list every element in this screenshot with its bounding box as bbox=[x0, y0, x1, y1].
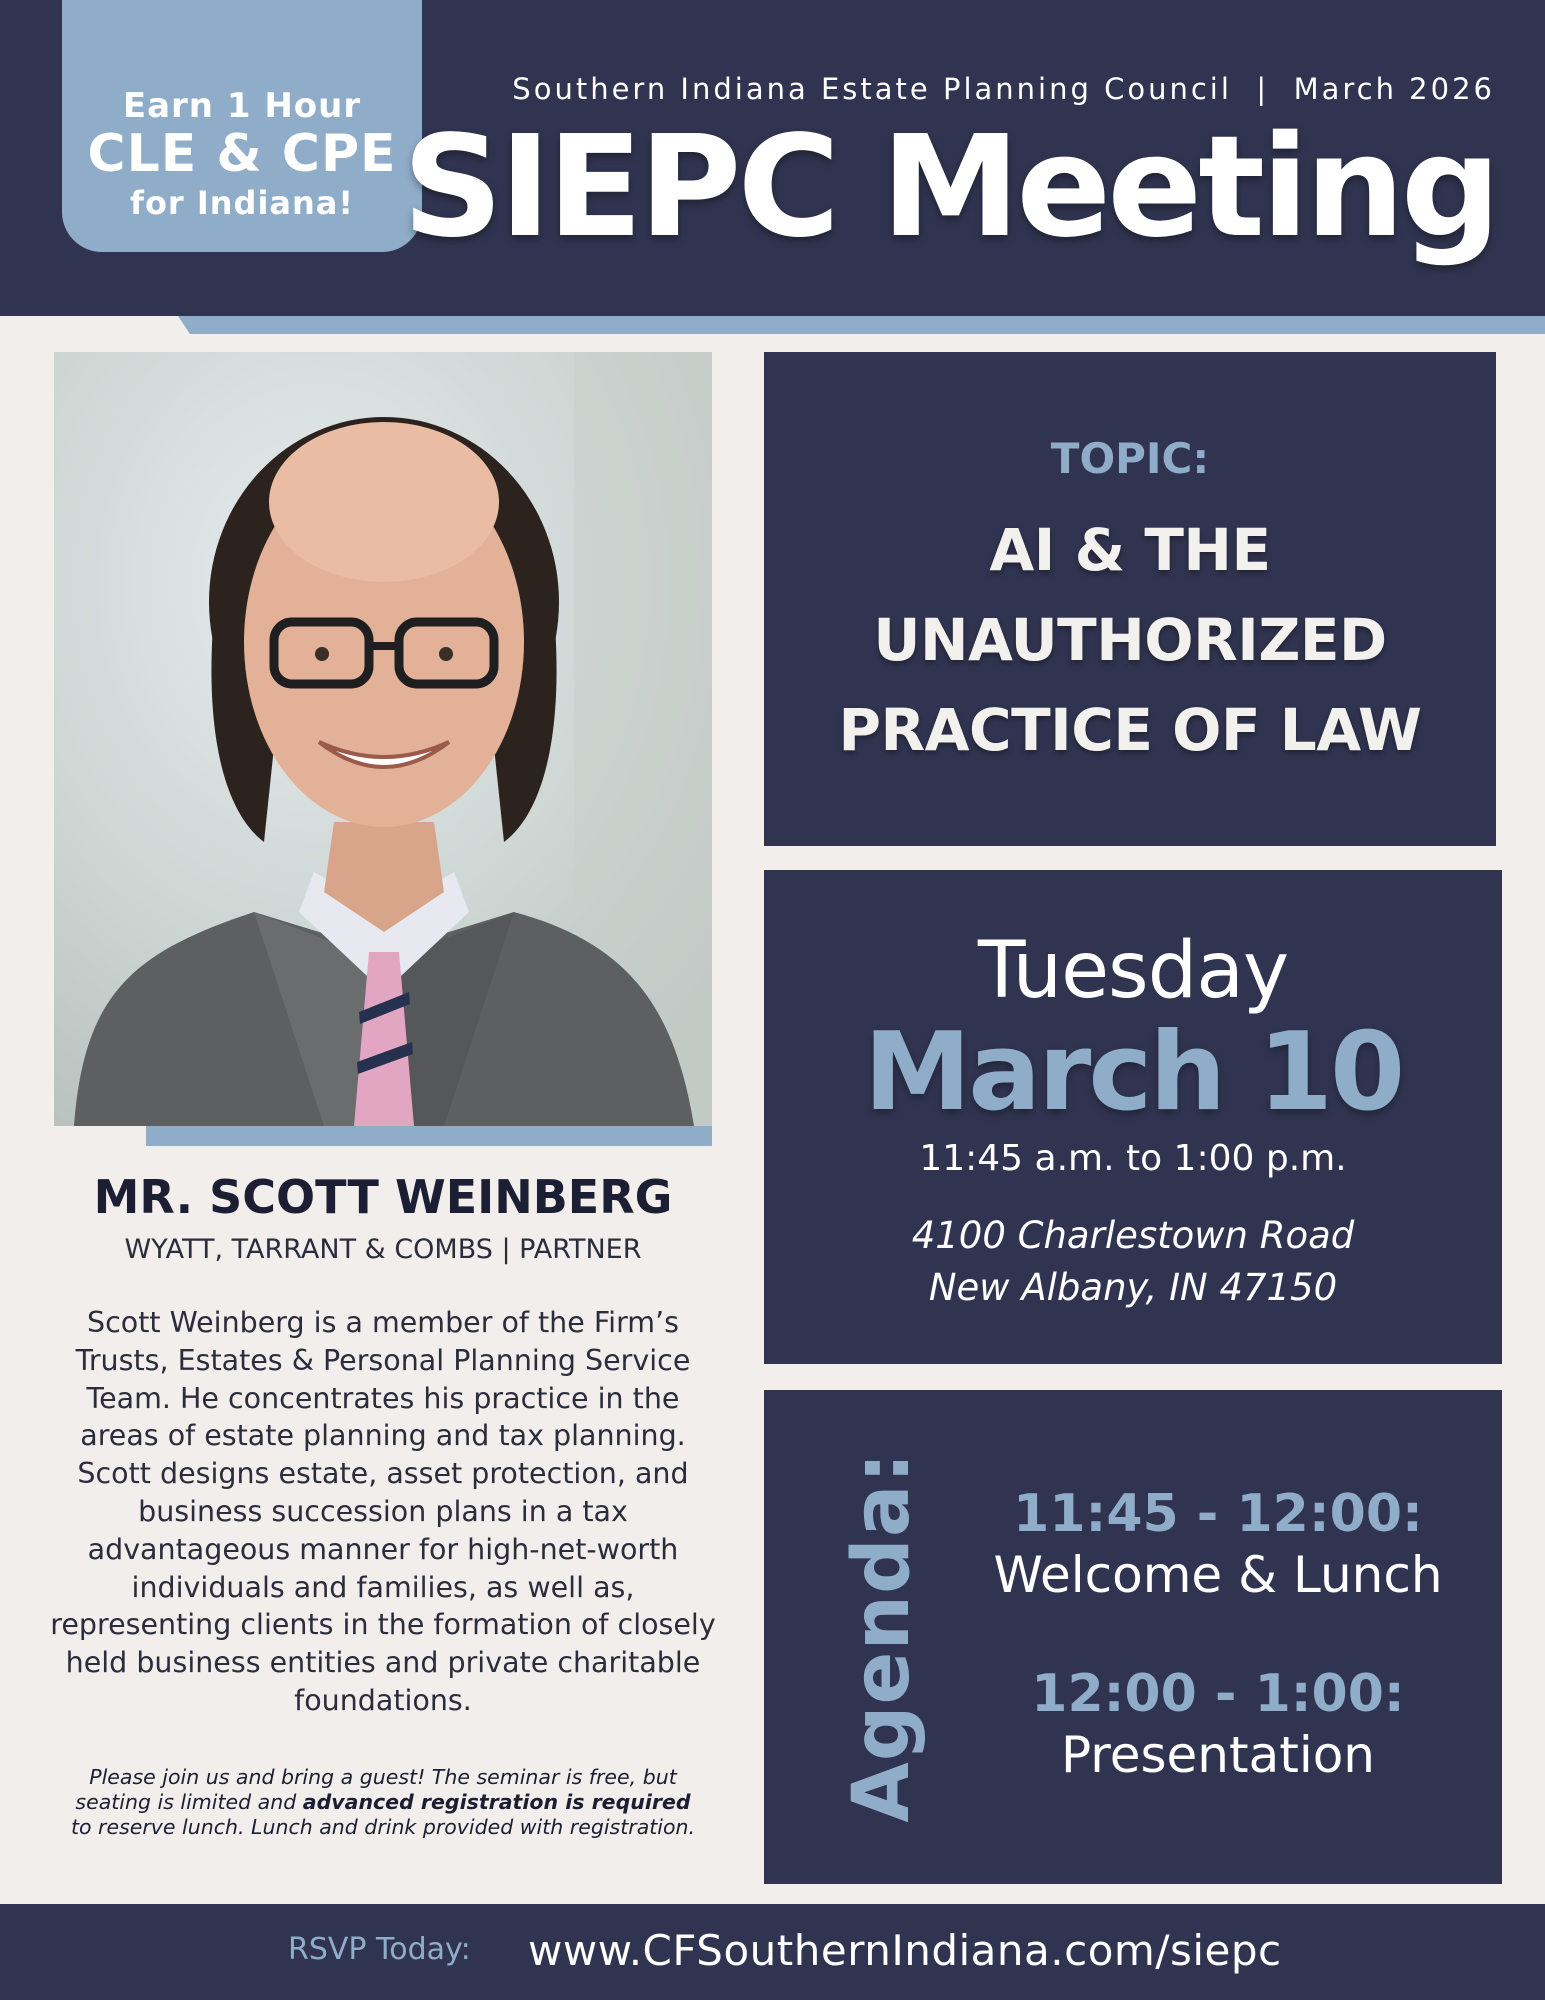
bio-line: advantageous manner for high-net-worth bbox=[87, 1532, 679, 1566]
speaker-bio bbox=[40, 1304, 726, 1720]
event-address-line-2: New Albany, IN 47150 bbox=[928, 1266, 1338, 1309]
footer-bar bbox=[0, 1904, 1545, 2000]
badge-line-2: CLE & CPE bbox=[87, 124, 397, 184]
speaker-photo bbox=[54, 352, 712, 1126]
bio-line: foundations. bbox=[294, 1683, 472, 1717]
registration-note bbox=[40, 1765, 726, 1840]
topic-line-2: UNAUTHORIZED bbox=[873, 606, 1387, 674]
topic-label: TOPIC: bbox=[1050, 434, 1210, 483]
rsvp-link[interactable]: www.CFSouthernIndiana.com/siepc bbox=[528, 1926, 1282, 1975]
note-line-2 bbox=[40, 1790, 726, 1815]
page-title: SIEPC Meeting bbox=[402, 106, 1497, 269]
rsvp-label: RSVP Today: bbox=[288, 1932, 471, 1967]
bio-line: held business entities and private charitable bbox=[65, 1646, 701, 1680]
agenda-label: Agenda: bbox=[837, 1451, 927, 1823]
agenda-item-1-time: 11:45 - 12:00: bbox=[1013, 1484, 1423, 1544]
agenda-item-1-desc: Welcome & Lunch bbox=[993, 1546, 1443, 1604]
bio-line: Scott Weinberg is a member of the Firm’s bbox=[87, 1306, 679, 1339]
topic-line-1: AI & THE bbox=[989, 516, 1271, 584]
event-date: March 10 bbox=[863, 1010, 1403, 1135]
badge-line-1: Earn 1 Hour bbox=[122, 86, 362, 126]
bio-line: business succession plans in a tax bbox=[138, 1494, 628, 1528]
event-details-panel bbox=[764, 870, 1502, 1364]
bio-line: areas of estate planning and tax planning. bbox=[80, 1419, 686, 1453]
agenda-panel bbox=[764, 1390, 1502, 1884]
registration-required-text: advanced registration is required bbox=[302, 1790, 691, 1814]
event-day: Tuesday bbox=[977, 926, 1289, 1016]
speaker-role: WYATT, TARRANT & COMBS | PARTNER bbox=[124, 1234, 642, 1265]
organization-line: Southern Indiana Estate Planning Council | March 2026 bbox=[512, 72, 1495, 106]
bio-line: Scott designs estate, asset protection, and bbox=[77, 1457, 689, 1491]
speaker-portrait-illustration bbox=[54, 352, 712, 1126]
note-line-2-text: seating is limited and bbox=[75, 1790, 303, 1814]
note-line-1: Please join us and bring a guest! The seminar is free, but bbox=[89, 1765, 677, 1789]
header-accent-stripe bbox=[178, 316, 1545, 334]
agenda-item-2-desc: Presentation bbox=[1060, 1726, 1375, 1784]
header-banner bbox=[0, 0, 1545, 316]
agenda-item-2-time: 12:00 - 1:00: bbox=[1031, 1664, 1405, 1724]
topic-line-3: PRACTICE OF LAW bbox=[838, 696, 1422, 764]
note-line-3: to reserve lunch. Lunch and drink provided with registration. bbox=[70, 1815, 696, 1839]
event-address-line-1: 4100 Charlestown Road bbox=[911, 1214, 1355, 1257]
speaker-name: MR. SCOTT WEINBERG bbox=[93, 1170, 673, 1224]
bio-line: individuals and families, as well as, bbox=[131, 1570, 635, 1604]
bio-line: representing clients in the formation of closely bbox=[50, 1608, 716, 1642]
event-time: 11:45 a.m. to 1:00 p.m. bbox=[919, 1138, 1347, 1179]
cle-cpe-badge bbox=[62, 0, 422, 252]
bio-line: Team. He concentrates his practice in the bbox=[86, 1381, 680, 1415]
topic-panel bbox=[764, 352, 1496, 846]
bio-line: Trusts, Estates & Personal Planning Service bbox=[75, 1343, 691, 1377]
badge-line-3: for Indiana! bbox=[130, 184, 354, 222]
